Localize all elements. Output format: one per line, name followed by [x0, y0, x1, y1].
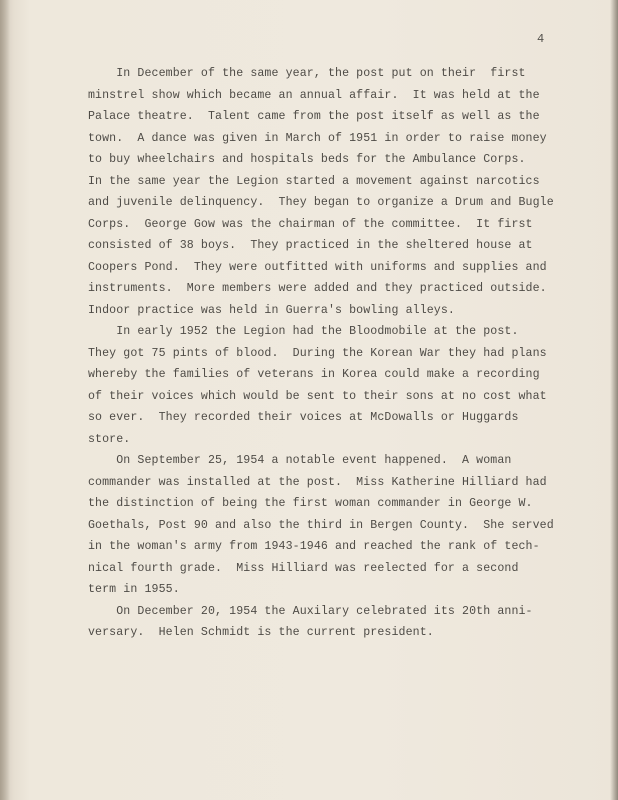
- text-line: commander was installed at the post. Miss Katherine Hilliard had: [88, 475, 547, 489]
- text-line: In December of the same year, the post put on their first: [88, 67, 526, 80]
- text-line: the distinction of being the first woman commander in George W.: [88, 497, 533, 510]
- text-line: whereby the families of veterans in Korea could make a recording: [88, 368, 540, 381]
- paragraph-3: [88, 450, 588, 601]
- text-line: term in 1955.: [88, 583, 180, 596]
- text-line: so ever. They recorded their voices at McDowalls or Huggards: [88, 411, 519, 424]
- text-line: On December 20, 1954 the Auxilary celebrated its 20th anni-: [88, 604, 533, 618]
- text-line: instruments. More members were added and they practiced outside.: [88, 282, 547, 295]
- text-line: and juvenile delinquency. They began to organize a Drum and Bugle: [88, 196, 554, 209]
- page-edge-shadow: [610, 0, 618, 800]
- text-line: Corps. George Gow was the chairman of the committee. It first: [88, 217, 533, 231]
- text-line: minstrel show which became an annual affair. It was held at the: [88, 88, 540, 102]
- text-line: versary. Helen Schmidt is the current president.: [88, 626, 434, 639]
- text-line: Coopers Pond. They were outfitted with uniforms and supplies and: [88, 260, 547, 274]
- text-line: In early 1952 the Legion had the Bloodmobile at the post.: [88, 325, 519, 338]
- text-line: Indoor practice was held in Guerra's bowling alleys.: [88, 303, 455, 317]
- text-line: nical fourth grade. Miss Hilliard was reelected for a second: [88, 561, 519, 575]
- binding-shadow: [0, 0, 10, 800]
- text-line: Goethals, Post 90 and also the third in Bergen County. She served: [88, 518, 554, 532]
- text-line: On September 25, 1954 a notable event happened. A woman: [88, 454, 512, 467]
- body-text: [88, 63, 588, 644]
- text-line: store.: [88, 432, 131, 446]
- paragraph-1: [88, 63, 588, 321]
- text-line: to buy wheelchairs and hospitals beds for the Ambulance Corps.: [88, 153, 526, 166]
- text-line: Palace theatre. Talent came from the post itself as well as the: [88, 110, 540, 123]
- text-line: In the same year the Legion started a movement against narcotics: [88, 174, 540, 188]
- paragraph-4: [88, 601, 588, 644]
- page-number: 4: [537, 32, 545, 46]
- text-line: in the woman's army from 1943-1946 and reached the rank of tech-: [88, 540, 540, 553]
- text-line: of their voices which would be sent to their sons at no cost what: [88, 389, 547, 403]
- paragraph-2: [88, 321, 588, 450]
- text-line: consisted of 38 boys. They practiced in the sheltered house at: [88, 239, 533, 252]
- text-line: town. A dance was given in March of 1951 in order to raise money: [88, 131, 547, 145]
- text-line: They got 75 pints of blood. During the Korean War they had plans: [88, 346, 547, 360]
